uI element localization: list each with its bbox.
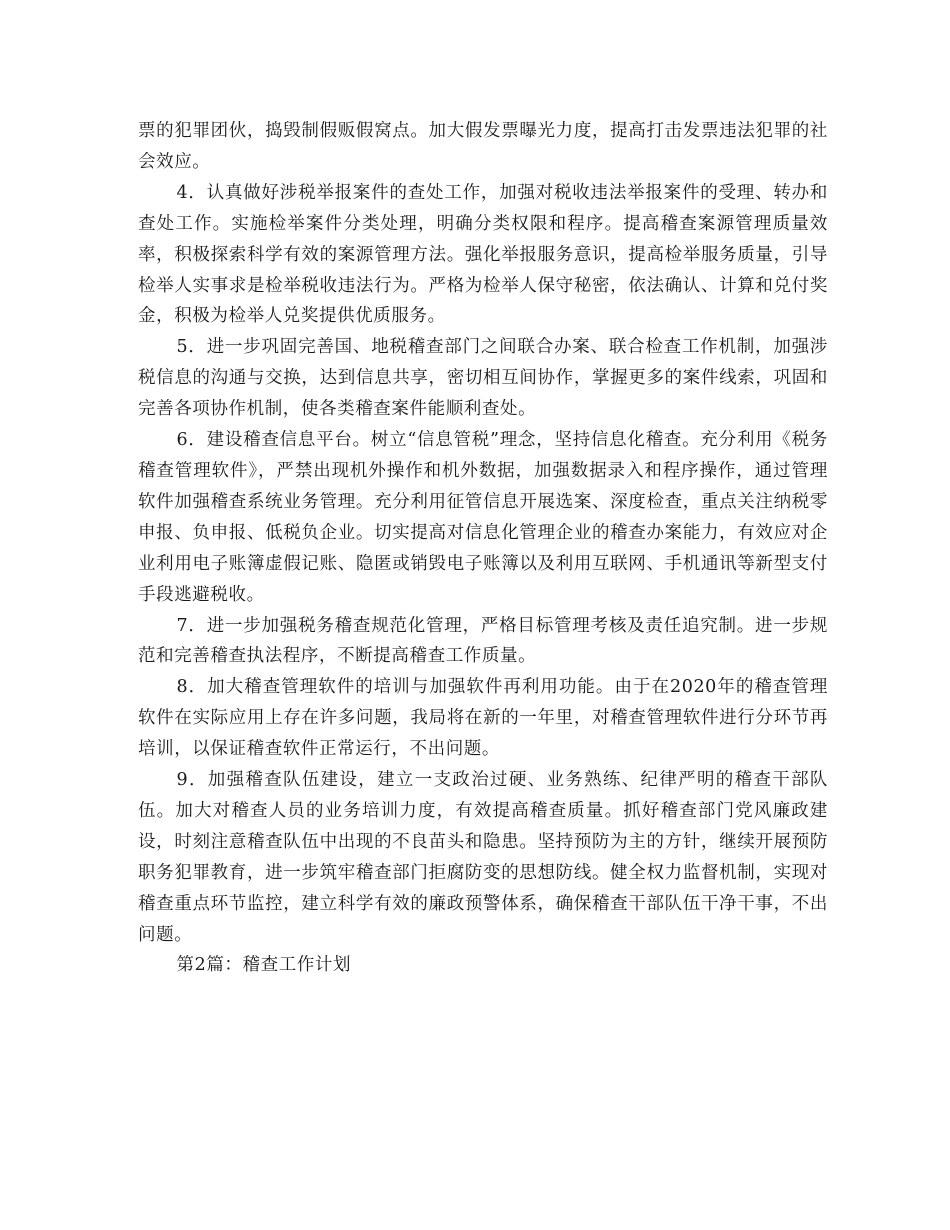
paragraph-item-9: 9．加强稽查队伍建设，建立一支政治过硬、业务熟练、纪律严明的稽查干部队伍。加大对稽查人员的业务培训力度，有效提高稽查质量。抓好稽查部门党风廉政建设，时刻注意稽查队伍中出现的不良苗头和隐患。坚持预防为主的方针，继续开展预防职务犯罪教育，进一步筑牢稽查部门拒腐防变的思想防线。健全权力监督机制，实现对稽查重点环节监控，建立科学有效的廉政预警体系，确保稽查干部队伍干净干事，不出问题。 [138,770,828,945]
paragraph-item-7: 7．进一步加强税务稽查规范化管理，严格目标管理考核及责任追究制。进一步规范和完善稽查执法程序，不断提高稽查工作质量。 [138,615,828,667]
paragraph-item-8: 8．加大稽查管理软件的培训与加强软件再利用功能。由于在2020年的稽查管理软件在实际应用上存在许多问题，我局将在新的一年里，对稽查管理软件进行分环节再培训，以保证稽查软件正常运行，不出问题。 [138,677,828,760]
paragraph-item-4: 4．认真做好涉税举报案件的查处工作，加强对税收违法举报案件的受理、转办和查处工作。实施检举案件分类处理，明确分类权限和程序。提高稽查案源管理质量效率，积极探索科学有效的案源管理方法。强化举报服务意识，提高检举服务质量，引导检举人实事求是检举税收违法行为。严格为检举人保守秘密，依法确认、计算和兑付奖金，积极为检举人兑奖提供优质服务。 [138,182,828,327]
paragraph-item-5: 5．进一步巩固完善国、地税稽查部门之间联合办案、联合检查工作机制，加强涉税信息的沟通与交换，达到信息共享，密切相互间协作，掌握更多的案件线索，巩固和完善各项协作机制，使各类稽查案件能顺利查处。 [138,337,828,420]
section-title: 第2篇：稽查工作计划 [176,955,352,976]
paragraph-continuation: 票的犯罪团伙，捣毁制假贩假窝点。加大假发票曝光力度，提高打击发票违法犯罪的社会效应。 [138,121,828,172]
document-body [138,116,828,981]
paragraph-item-6: 6．建设稽查信息平台。树立“信息管税”理念，坚持信息化稽查。充分利用《税务稽查管理软件》，严禁出现机外操作和机外数据，加强数据录入和程序操作，通过管理软件加强稽查系统业务管理。充分利用征管信息开展选案、深度检查，重点关注纳税零申报、负申报、低税负企业。切实提高对信息化管理企业的稽查办案能力，有效应对企业利用电子账簿虚假记账、隐匿或销毁电子账簿以及利用互联网、手机通讯等新型支付手段逃避税收。 [138,430,828,605]
